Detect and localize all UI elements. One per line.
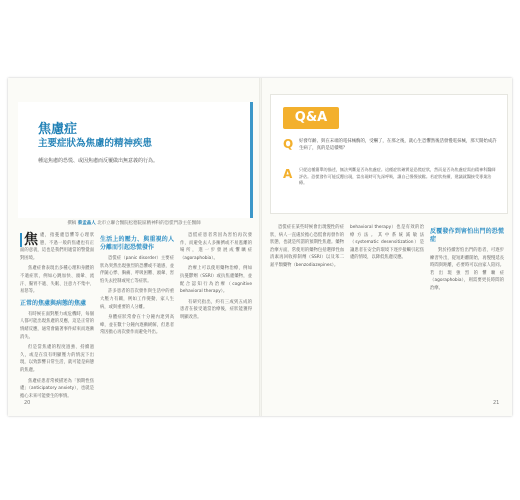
- book-spread: [8, 78, 512, 416]
- paragraph: 治療上可以使用藥物治療，例如抗憂鬱劑（SSRI）或抗焦慮藥物，並配合認知行為治療（cognitive behavioral therapy）。: [180, 266, 252, 295]
- paragraph: 有時候在面對壓力或危機時，每個人都可能出現焦慮的反應，這是正常的情緒反應，通常會隨著事件結束而逐漸消失。: [20, 311, 94, 340]
- author-affiliation: 北市立聯合醫院松德院區精神科的恐慌門診主任醫師: [97, 221, 201, 226]
- question-marker: Q: [283, 137, 294, 151]
- paragraph: 恐慌症患者常因為害怕再次發作，而避免去人多擁擠或不易逃離的場所，進一步發展成懼曠症（agoraphobia）。: [180, 233, 252, 261]
- right-column-2: [350, 224, 424, 265]
- dropcap: 焦: [20, 233, 38, 247]
- page-number-left: 20: [24, 400, 31, 406]
- paragraph: 許多患者的首次發作與生活中的重大壓力有關，例如工作變動、家人生病，或與重要的人分離。: [100, 289, 174, 310]
- qa-question: 好發年齡、與在末端的電抹械酶的，受嚇了，在那之後，就心生恐懼然後活發慢電抹械，那天開始成許生病了，真的是這樣嗎？: [299, 139, 497, 151]
- paragraph: 焦慮症會表現出多種心理和身體的不適症狀，例如心跳加快、頭暈、流汗、腸胃不適、失眠、注意力不集中、易怒等。: [20, 266, 94, 295]
- section-heading: 正常的焦慮與病態的焦慮: [20, 299, 87, 307]
- article-description: 種這焦慮的恐慌、或因焦慮而反覆做出無意義的行為。: [38, 158, 159, 164]
- paragraph: 恐慌症在某些時候會出現慢性的症狀，病人一直處於擔心恐慌會再發作的狀態，也就是所謂的預期性焦慮。藥物治療方面，常使用的藥物包括選擇性血清素再回收抑制劑（SSRI）以及苯二氮平類藥物（benzodiazepines）。: [270, 225, 344, 268]
- paragraph: 但是當焦慮的程度過強、持續過久，或是在沒有明顯壓力的情況下出現，以致影響日常生活，就可能是病態的焦慮。: [20, 345, 94, 373]
- left-column-2: [100, 232, 174, 340]
- article-title: 焦慮症: [38, 122, 78, 137]
- paragraph: behavioral therapy）也是有效的治療方法。其中系統減敏法（systematic desensitization）是讓患者在安全的環境下逐步接觸引起焦慮的情境，以降低焦慮反應。: [350, 225, 424, 261]
- author-line: [18, 220, 250, 226]
- left-column-3: [180, 232, 252, 325]
- qa-panel: [270, 94, 508, 214]
- paragraph: 焦慮症患者常被描述為「預期性焦慮」（anticipatory anxiety），也就是擔心未來可能發生的事情。: [20, 378, 94, 399]
- paragraph: 恐慌症（panic disorder）主要症狀為突然出現強烈的恐懼或不適感，並伴隨心悸、胸痛、呼吸困難、頭暈、害怕失去控制或死亡等症狀。: [100, 256, 174, 284]
- right-column-3: [430, 224, 504, 296]
- qa-logo: Q&A: [283, 107, 339, 129]
- paragraph: 身體症狀常會在十分鐘內達到高峰，並在數十分鐘內逐漸緩解，但患者常因擔心再次發作而避免外出。: [100, 315, 174, 336]
- section-heading: 反覆發作到害怕出門的恐慌症: [430, 228, 504, 243]
- paragraph: 有研究指出，約有三成到五成的患者在接受適當治療後，症狀能獲得明顯改善。: [180, 299, 252, 320]
- page-number-right: 21: [493, 400, 500, 406]
- paragraph: 對於持續害怕出門的患者，可逐步練習外出，從短距離開始，再慢慢延長時間與距離，必要時可以由家人陪同。若出現強烈的懼曠症（agoraphobia），則需要更長時間的治療。: [430, 248, 504, 291]
- article-subtitle: 主要症狀為焦慮的精神疾患: [38, 138, 153, 149]
- intro-text: 慮，指憂慮恐懼等心理狀態，不過一般的焦慮也有正面的意義，這也是我們用適當的警覺面對困境。: [20, 233, 94, 261]
- article-header-panel: [18, 102, 253, 218]
- right-column-1: [270, 224, 344, 273]
- author-name: 蔡孟晶人: [77, 221, 96, 226]
- section-heading: 生活上的壓力、與重視的人分離而引起恐慌發作: [100, 236, 174, 251]
- answer-marker: A: [283, 167, 293, 181]
- left-column-1: [20, 232, 94, 403]
- book-gutter: [259, 78, 262, 416]
- author-prefix: 撰稿: [67, 221, 77, 226]
- qa-answer: 只從這種簡單的描述，無法判斷是否為焦慮症。這種症狀確實是恐慌症狀，然而是否為焦慮症需由精神科醫師評估。恐慌發作可能反覆出現，當出現時可先深呼吸，讓自己慢慢放鬆。若症狀持續，建議就醫接受專業治療。: [299, 167, 496, 185]
